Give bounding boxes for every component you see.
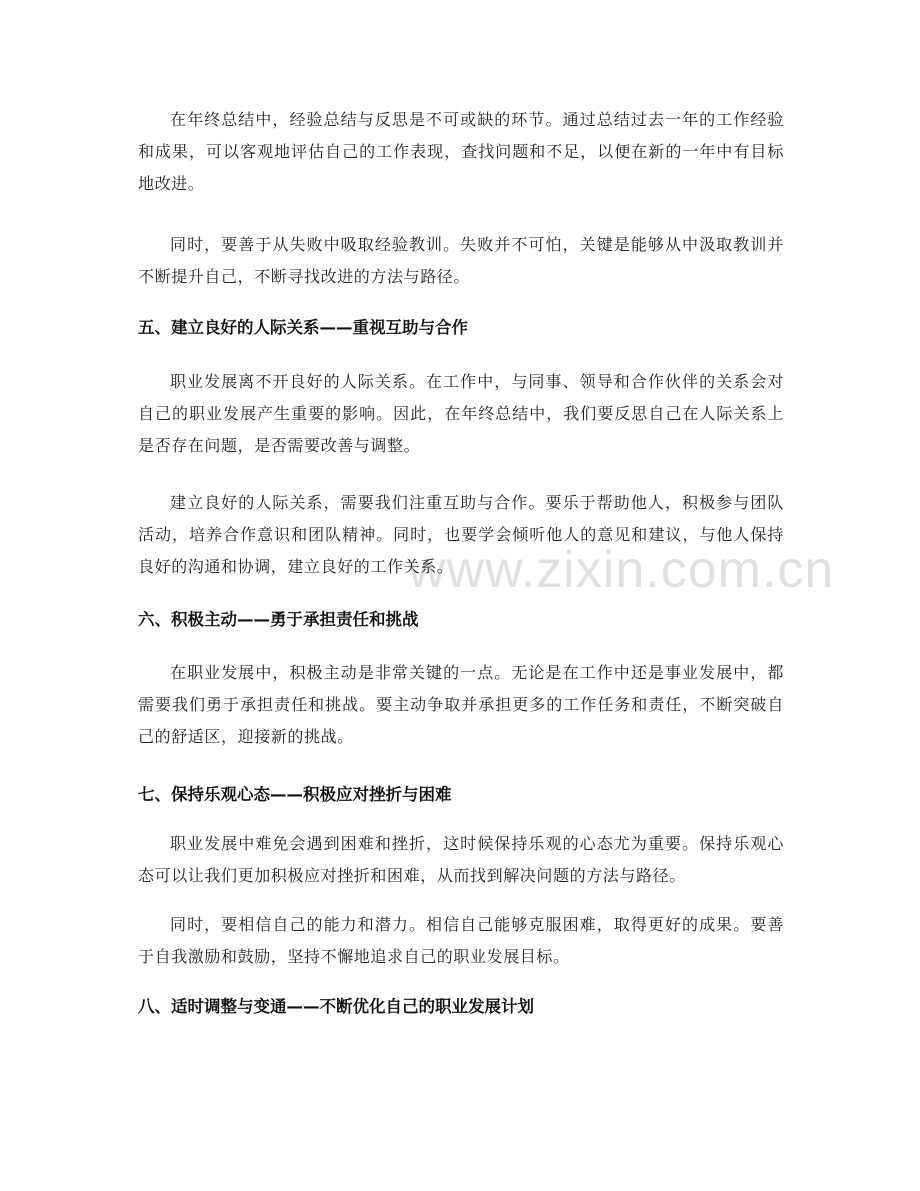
paragraph-text: 建立良好的人际关系，需要我们注重互助与合作。要乐于帮助他人，积极参与团队活动，培养合作意识和团队精神。同时，也要学会倾听他人的意见和建议，与他人保持良好的沟通和协调，建立良好的工作关系。 xyxy=(138,493,784,576)
paragraph-text: 同时，要相信自己的能力和潜力。相信自己能够克服困难，取得更好的成果。要善于自我激励和鼓励，坚持不懈地追求自己的职业发展目标。 xyxy=(138,915,784,966)
heading-text: 七、保持乐观心态——积极应对挫折与困难 xyxy=(138,785,452,804)
section-heading-6 xyxy=(138,606,784,634)
paragraph-relationships xyxy=(138,366,784,462)
paragraph-text: 同时，要善于从失败中吸取经验教训。失败并不可怕，关键是能够从中汲取教训并不断提升自己，不断寻找改进的方法与路径。 xyxy=(138,235,784,286)
paragraph-proactive xyxy=(138,657,784,753)
paragraph-self-belief xyxy=(138,909,784,973)
section-heading-7 xyxy=(138,781,784,809)
paragraph-experience-summary xyxy=(138,104,784,200)
heading-text: 五、建立良好的人际关系——重视互助与合作 xyxy=(138,318,468,337)
paragraph-cooperation xyxy=(138,487,784,583)
paragraph-text: 在年终总结中，经验总结与反思是不可或缺的环节。通过总结过去一年的工作经验和成果，可以客观地评估自己的工作表现，查找问题和不足，以便在新的一年中有目标地改进。 xyxy=(138,110,784,193)
watermark-text: www.zixin.com.cn xyxy=(408,541,835,599)
heading-text: 六、积极主动——勇于承担责任和挑战 xyxy=(138,610,419,629)
paragraph-learn-from-failure xyxy=(138,229,784,293)
section-heading-8 xyxy=(138,993,784,1021)
section-heading-5 xyxy=(138,314,784,342)
paragraph-text: 在职业发展中，积极主动是非常关键的一点。无论是在工作中还是事业发展中，都需要我们勇于承担责任和挑战。要主动争取并承担更多的工作任务和责任，不断突破自己的舒适区，迎接新的挑战。 xyxy=(138,663,784,746)
paragraph-optimism xyxy=(138,828,784,892)
paragraph-text: 职业发展中难免会遇到困难和挫折，这时候保持乐观的心态尤为重要。保持乐观心态可以让我们更加积极应对挫折和困难，从而找到解决问题的方法与路径。 xyxy=(138,834,784,885)
heading-text: 八、适时调整与变通——不断优化自己的职业发展计划 xyxy=(138,997,534,1016)
paragraph-text: 职业发展离不开良好的人际关系。在工作中，与同事、领导和合作伙伴的关系会对自己的职业发展产生重要的影响。因此，在年终总结中，我们要反思自己在人际关系上是否存在问题，是否需要改善与调整。 xyxy=(138,372,784,455)
